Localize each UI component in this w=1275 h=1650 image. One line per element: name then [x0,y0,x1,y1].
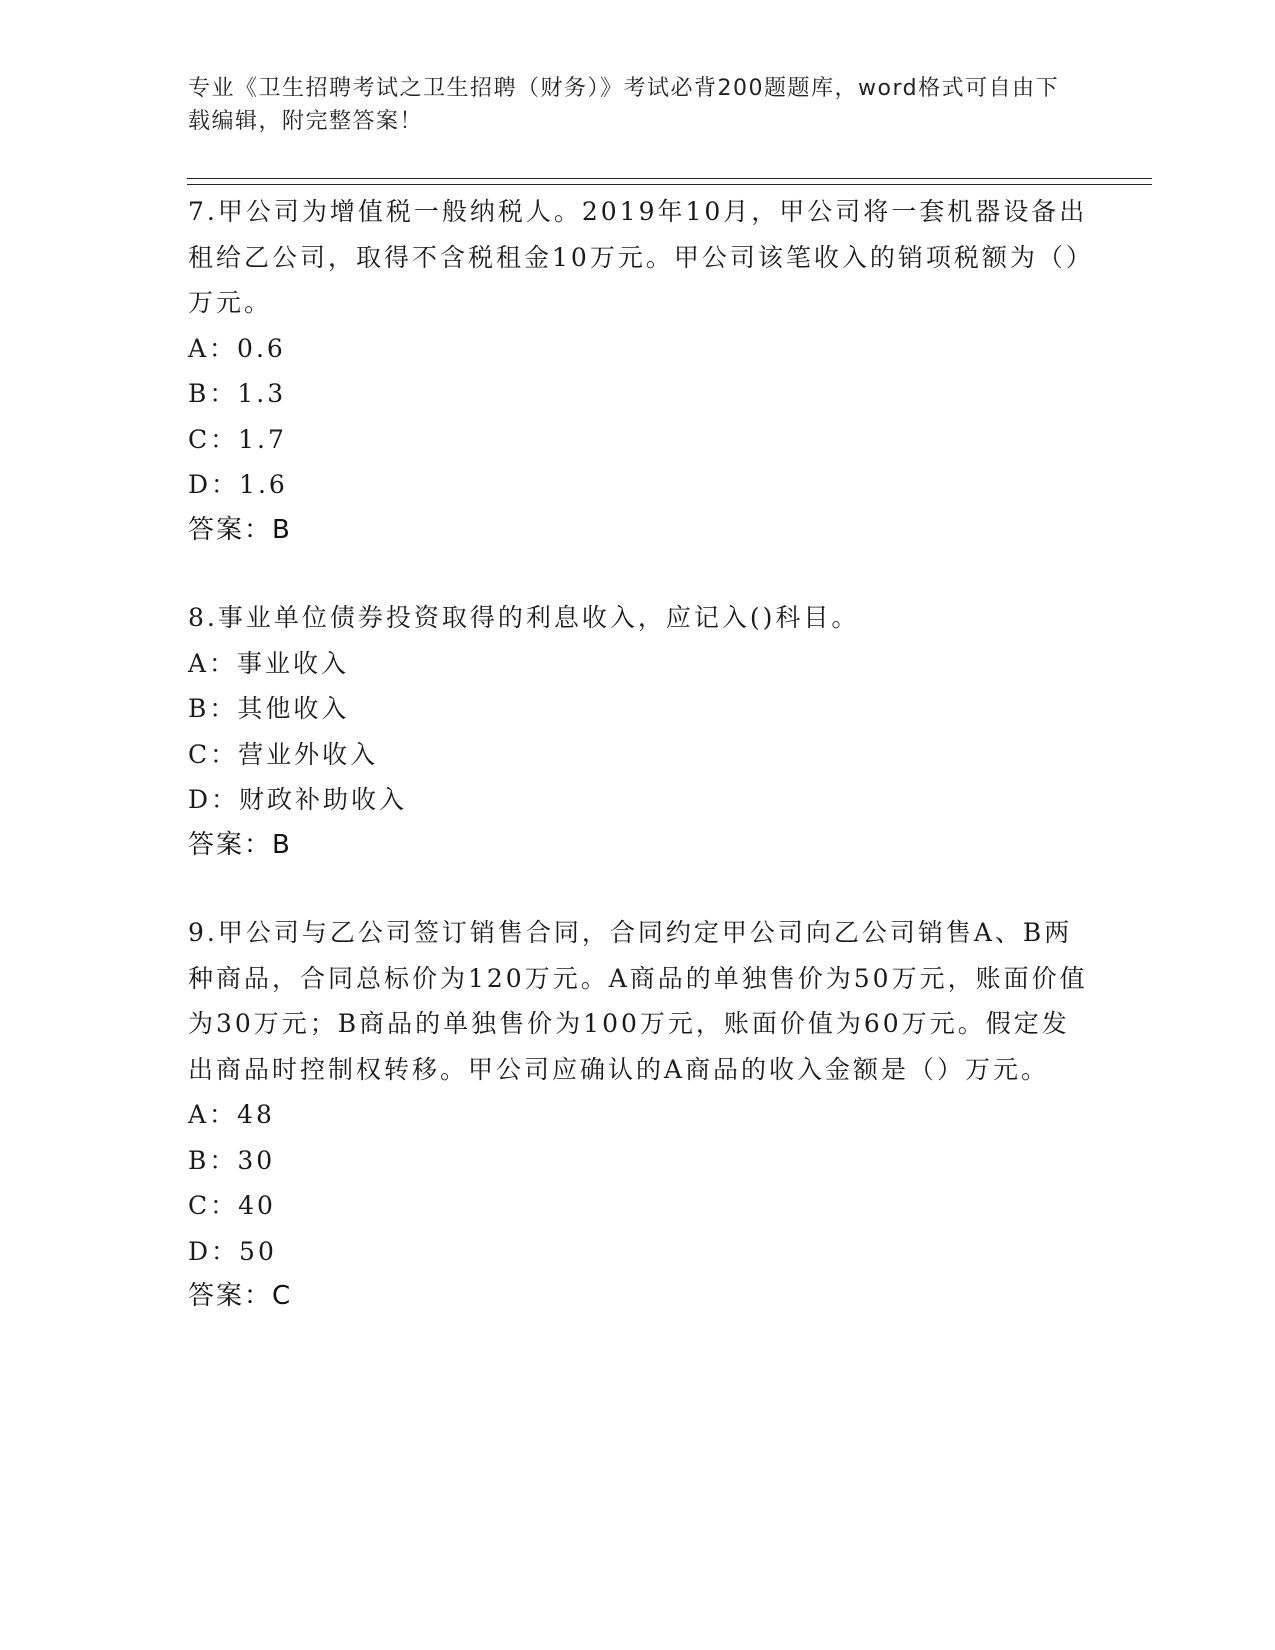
option-d: D：50 [188,1236,277,1266]
header-divider-top [187,178,1152,179]
header-divider-bottom [187,184,1152,185]
option-a: A：0.6 [188,333,286,363]
question-stem: 9.甲公司与乙公司签订销售合同，合同约定甲公司向乙公司销售A、B两种商品，合同总标价为120万元。A商品的单独售价为50万元，账面价值为30万元；B商品的单独售价为100万元，账面价值为60万元。假定发出商品时控制权转移。甲公司应确认的A商品的收入金额是（）万元。 [188,918,1088,1084]
document-header: 专业《卫生招聘考试之卫生招聘（财务）》考试必背200题题库，word格式可自由下载编辑，附完整答案！ [188,76,1060,134]
answer-line: 答案：B [188,514,292,545]
question-7 [188,189,1088,553]
question-stem: 8.事业单位债券投资取得的利息收入，应记入()科目。 [188,603,860,632]
option-c: C：40 [188,1191,276,1220]
question-8 [188,595,1088,868]
option-b: B：30 [188,1145,276,1175]
answer-line: 答案：C [188,1281,293,1311]
option-d: D：财政补助收入 [188,785,408,814]
option-b: B：其他收入 [188,694,350,723]
option-d: D：1.6 [188,470,288,499]
question-9 [188,910,1088,1320]
question-stem: 7.甲公司为增值税一般纳税人。2019年10月，甲公司将一套机器设备出租给乙公司，取得不含税租金10万元。甲公司该笔收入的销项税额为（）万元。 [188,197,1088,317]
option-a: A：48 [188,1100,275,1129]
question-list [188,189,1088,1362]
option-c: C：营业外收入 [188,739,379,769]
answer-line: 答案：B [188,829,292,860]
option-c: C：1.7 [188,424,287,454]
option-b: B：1.3 [188,379,287,408]
option-a: A：事业收入 [188,648,350,678]
